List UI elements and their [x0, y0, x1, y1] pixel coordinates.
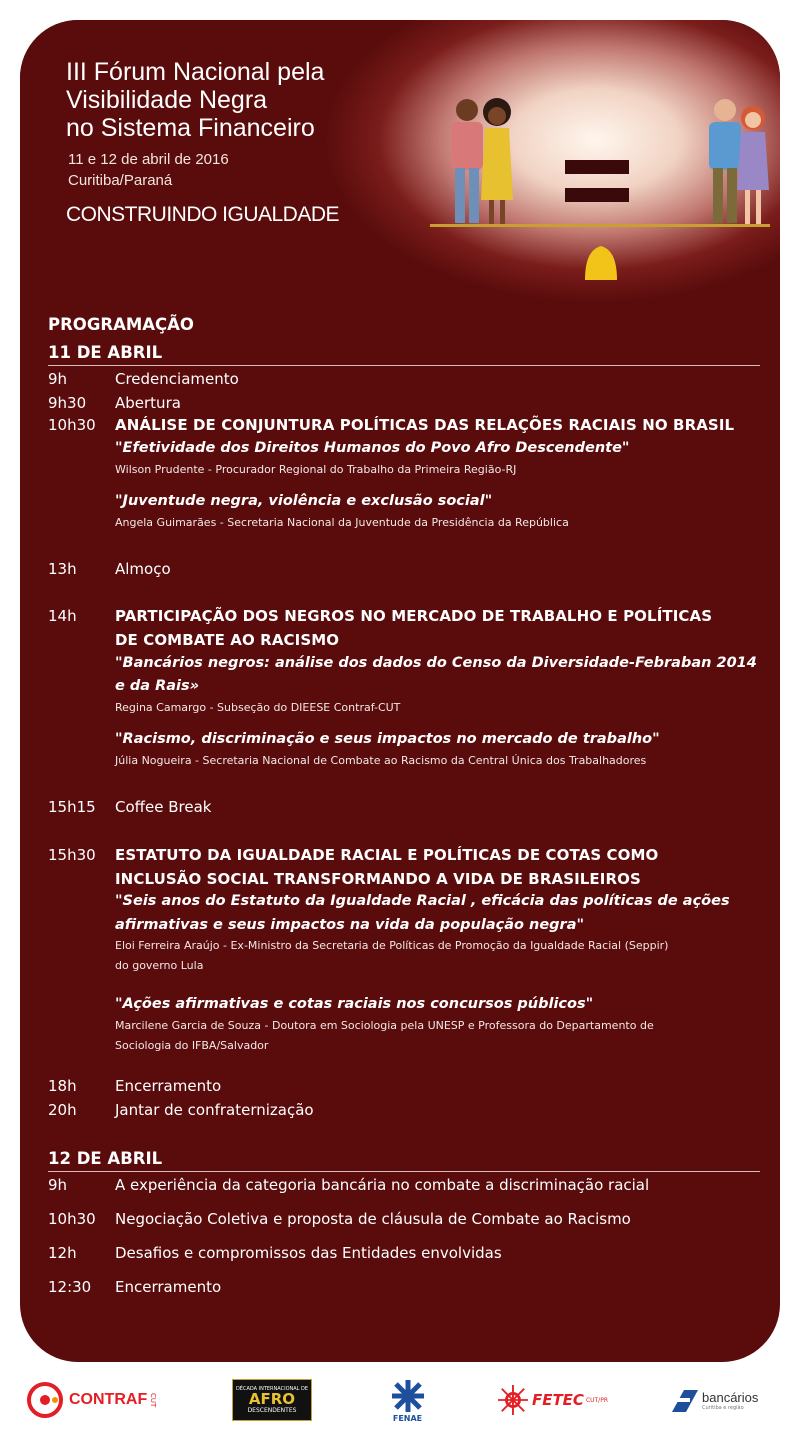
activity: Abertura [115, 394, 181, 412]
people-right-icon [709, 99, 769, 224]
day1-heading: 11 DE ABRIL [48, 343, 163, 362]
divider [48, 365, 760, 366]
speaker: Júlia Nogueira - Secretaria Nacional de Combate ao Racismo da Central Única dos Trabalhadores [115, 754, 647, 767]
fenae-icon [390, 1378, 426, 1414]
sponsor-logos [0, 1370, 800, 1452]
activity: Encerramento [115, 1278, 222, 1296]
activity: Desafios e compromissos das Entidades envolvidas [115, 1244, 502, 1262]
session-title: ANÁLISE DE CONJUNTURA POLÍTICAS DAS RELAÇÕES RACIAIS NO BRASIL [115, 416, 735, 434]
time: 10h30 [48, 416, 96, 434]
day2-heading: 12 DE ABRIL [48, 1149, 163, 1168]
title-line: Visibilidade Negra [66, 86, 268, 114]
talk-title: e da Rais» [115, 678, 200, 694]
people-left-icon [451, 98, 513, 224]
contraf-logo [25, 1370, 175, 1430]
activity: Encerramento [115, 1077, 222, 1095]
session-title: ESTATUTO DA IGUALDADE RACIAL E POLÍTICAS DE COTAS COMO [115, 846, 659, 864]
fenae-name: FENAE [392, 1413, 423, 1423]
talk-title: "Racismo, discriminação e seus impactos no mercado de trabalho" [115, 731, 660, 747]
fetec-icon [498, 1384, 528, 1416]
program-card [20, 20, 780, 1362]
event-title [66, 58, 406, 142]
contraf-cut: CUT [149, 1392, 158, 1408]
program-heading: PROGRAMAÇÃO [48, 315, 194, 334]
bancarios-icon [670, 1386, 700, 1414]
afro-sub: DESCENDENTES [247, 1407, 297, 1414]
speaker: Eloi Ferreira Araújo - Ex-Ministro da Secretaria de Políticas de Promoção da Igualdade Racial (Seppir) [115, 939, 669, 952]
time: 12:30 [48, 1278, 92, 1296]
time: 15h15 [48, 798, 96, 816]
title-line: III Fórum Nacional pela [66, 58, 325, 86]
fetec-logo [498, 1370, 608, 1430]
title-line: no Sistema Financeiro [66, 114, 315, 142]
time: 12h [48, 1244, 77, 1262]
fenae-logo [385, 1370, 430, 1430]
time: 10h30 [48, 1210, 96, 1228]
activity: Negociação Coletiva e proposta de cláusula de Combate ao Racismo [115, 1210, 631, 1228]
afro-main: AFRO [248, 1390, 296, 1408]
activity: A experiência da categoria bancária no combate a discriminação racial [115, 1176, 650, 1194]
activity: Coffee Break [115, 798, 212, 816]
speaker: Marcilene Garcia de Souza - Doutora em Sociologia pela UNESP e Professora do Departamento de [115, 1019, 654, 1032]
time: 15h30 [48, 846, 96, 864]
bancarios-logo [670, 1370, 780, 1430]
speaker: Sociologia do IFBA/Salvador [115, 1039, 269, 1052]
time: 18h [48, 1077, 77, 1095]
equals-icon [565, 160, 629, 174]
afro-decade-logo [232, 1370, 312, 1430]
talk-title: "Seis anos do Estatuto da Igualdade Racial , eficácia das políticas de ações [115, 893, 730, 909]
speaker: Angela Guimarães - Secretaria Nacional da Juventude da Presidência da República [115, 516, 569, 529]
time: 13h [48, 560, 77, 578]
fetec-cut: CUT/PR [585, 1396, 608, 1404]
divider [48, 1171, 760, 1172]
time: 9h30 [48, 394, 87, 412]
talk-title: "Bancários negros: análise dos dados do Censo da Diversidade-Febraban 2014 [115, 655, 757, 671]
time: 9h [48, 370, 68, 388]
event-place: Curitiba/Paraná [68, 172, 173, 189]
fetec-name: FETEC [531, 1391, 584, 1409]
talk-title: "Juventude negra, violência e exclusão social" [115, 493, 493, 509]
speaker: do governo Lula [115, 959, 204, 972]
contraf-name: CONTRAF [69, 1391, 148, 1408]
contraf-icon [25, 1380, 65, 1420]
talk-title: afirmativas e seus impactos na vida da população negra" [115, 917, 585, 933]
activity: Almoço [115, 560, 171, 578]
talk-title: "Efetividade dos Direitos Humanos do Povo Afro Descendente" [115, 440, 630, 456]
activity: Credenciamento [115, 370, 239, 388]
bancarios-name: bancários [702, 1389, 759, 1405]
speaker: Regina Camargo - Subseção do DIEESE Contraf-CUT [115, 701, 401, 714]
session-title: DE COMBATE AO RACISMO [115, 631, 340, 649]
session-title: INCLUSÃO SOCIAL TRANSFORMANDO A VIDA DE BRASILEIROS [115, 870, 641, 888]
session-title: PARTICIPAÇÃO DOS NEGROS NO MERCADO DE TRABALHO E POLÍTICAS [115, 607, 713, 625]
event-date: 11 e 12 de abril de 2016 [68, 151, 229, 168]
time: 20h [48, 1101, 77, 1119]
balance-pivot-icon [585, 246, 617, 280]
event-tagline: CONSTRUINDO IGUALDADE [66, 203, 340, 226]
hero-banner [20, 20, 780, 310]
bancarios-region: Curitiba e região [702, 1404, 744, 1411]
speaker: Wilson Prudente - Procurador Regional do Trabalho da Primeira Região-RJ [115, 463, 517, 476]
afro-top: DÉCADA INTERNACIONAL DE [235, 1386, 309, 1392]
talk-title: "Ações afirmativas e cotas raciais nos concursos públicos" [115, 996, 594, 1012]
time: 9h [48, 1176, 68, 1194]
balance-beam [430, 224, 770, 227]
equality-illustration [405, 60, 780, 290]
activity: Jantar de confraternização [115, 1101, 314, 1119]
time: 14h [48, 607, 77, 625]
